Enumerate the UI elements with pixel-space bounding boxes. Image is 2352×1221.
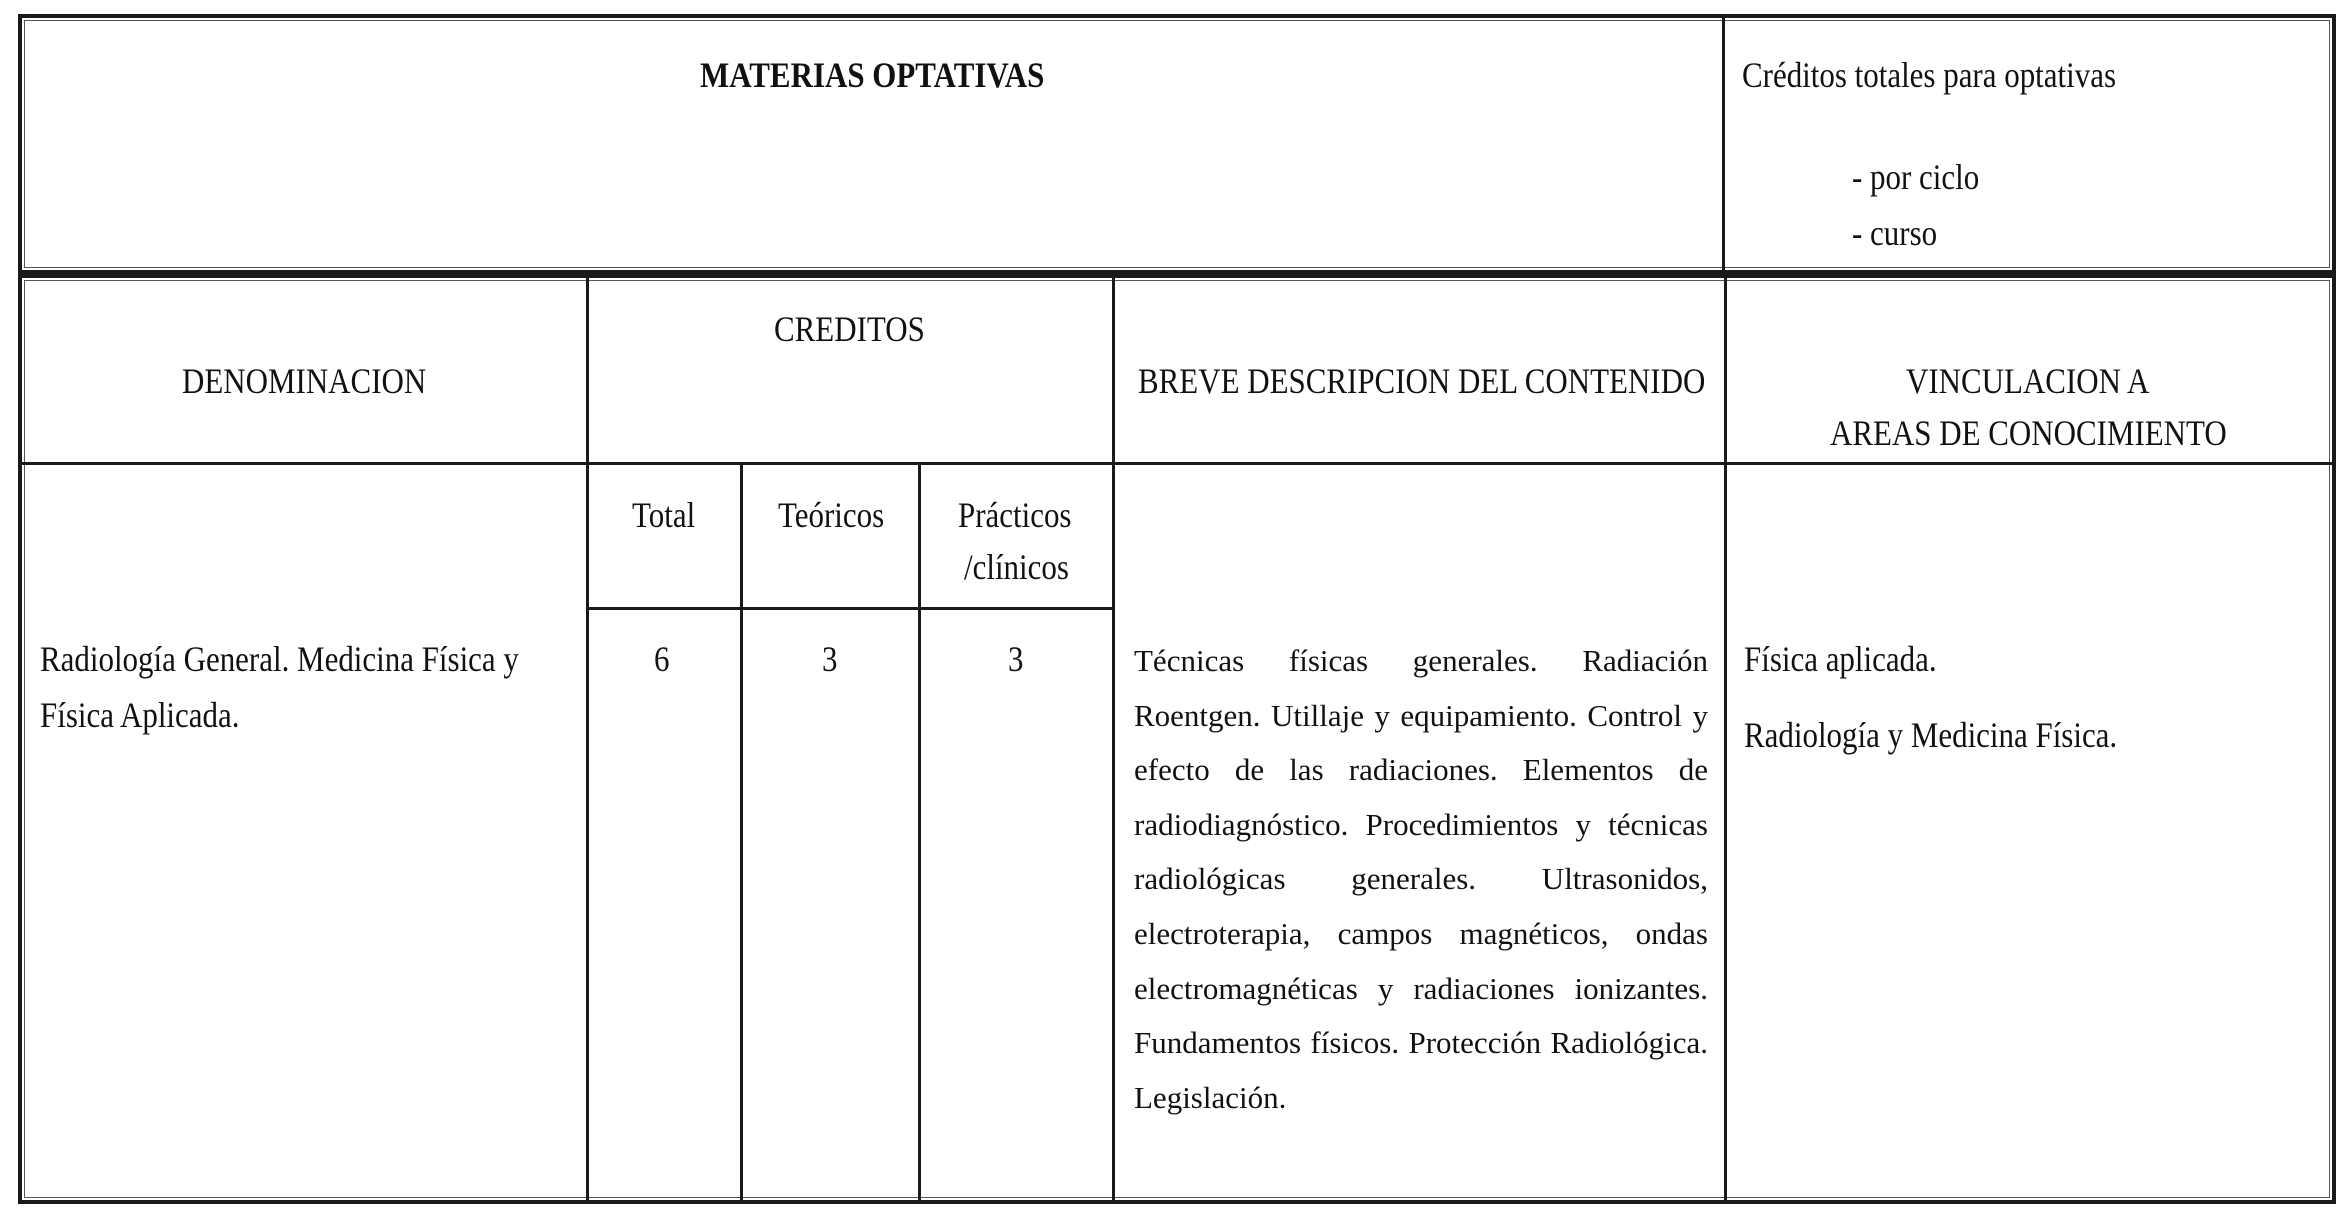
col-header-descripcion: BREVE DESCRIPCION DEL CONTENIDO [1138, 361, 1706, 401]
credits-practicos-value: 3 [1008, 639, 1024, 679]
header-row-bottom [20, 462, 2334, 465]
credit-subheader-bottom [588, 607, 1112, 610]
subheader-teoricos: Teóricos [778, 495, 885, 535]
subheader-practicos-2: /clínicos [964, 547, 1069, 587]
subheader-total: Total [632, 495, 696, 535]
per-course-label: - curso [1852, 213, 1938, 253]
col-header-creditos: CREDITOS [774, 309, 925, 349]
per-cycle-label: - por ciclo [1852, 157, 1980, 197]
credits-total-label: Créditos totales para optativas [1742, 55, 2117, 95]
header-title: MATERIAS OPTATIVAS [700, 55, 1045, 95]
col-header-denominacion: DENOMINACION [182, 361, 427, 401]
col-divider-denominacion [586, 278, 589, 1200]
content-description: Técnicas físicas generales. Radiación Roentgen. Utillaje y equipamiento. Control y efecto de las radiaciones. Elementos de radiodiagnóstico. Procedimientos y técnicas radiológicas generales. Ultrasonidos, electroterapia, campos magnéticos, ondas electromagnéticas y radiaciones ionizantes. Fundamentos físicos. Protección Radiológica. Legislación. [1134, 643, 1708, 1115]
denominacion-line-1: Radiología General. Medicina Física y [40, 639, 519, 679]
col-divider-total [740, 464, 743, 1200]
header-divider [1722, 16, 1725, 272]
col-divider-teoricos [918, 464, 921, 1200]
col-divider-descripcion [1724, 278, 1727, 1200]
col-header-vinculacion-1: VINCULACION A [1906, 361, 2150, 401]
credits-teoricos-value: 3 [822, 639, 838, 679]
denominacion-line-2: Física Aplicada. [40, 695, 240, 735]
area-fisica-aplicada: Física aplicada. [1744, 639, 1937, 679]
col-header-vinculacion-2: AREAS DE CONOCIMIENTO [1830, 413, 2227, 453]
col-divider-creditos [1112, 278, 1115, 1200]
subheader-practicos-1: Prácticos [958, 495, 1072, 535]
area-radiologia: Radiología y Medicina Física. [1744, 715, 2118, 755]
credits-total-value: 6 [654, 639, 670, 679]
